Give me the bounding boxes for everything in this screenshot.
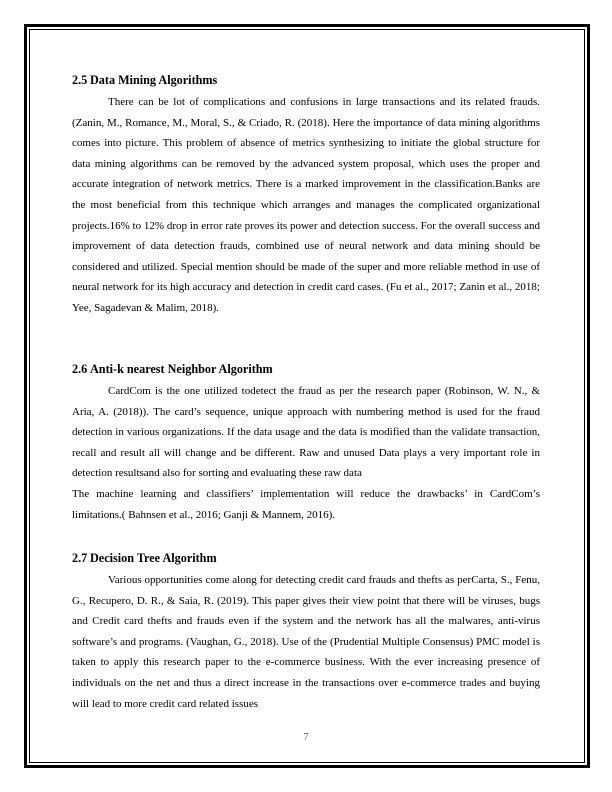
section-data-mining xyxy=(72,70,540,319)
section-number: 2.7 xyxy=(72,551,88,565)
section-decision-tree xyxy=(72,548,540,714)
paragraph: CardCom is the one utilized todetect the fraud as per the research paper (Robinson, W. N., & Aria, A. (2018)). The card’s sequence, unique approach with numbering method is used for the fraud detection in various organizations. If the data usage and the data is modified than the validate transaction, recall and result all will change and be different. Raw and unused Data plays a very important role in detection resultsand also for sorting and evaluating these raw data xyxy=(72,385,540,480)
section-title: Anti-k nearest Neighbor Algorithm xyxy=(90,362,273,376)
section-number: 2.5 xyxy=(72,73,88,87)
section-title: Decision Tree Algorithm xyxy=(90,551,217,565)
section-heading xyxy=(72,70,540,90)
paragraph: Various opportunities come along for detecting credit card frauds and thefts as perCarta, S., Fenu, G., Recupero, D. R., & Saia, R. (2019). This paper gives their view point that there will be viruses, bugs and Credit card thefts and frauds even if the system and the network has all the malwares, anti-virus software’s and programs. (Vaughan, G., 2018). Use of the (Prudential Multiple Consensus) PMC model is taken to apply this research paper to the e-commerce business. With the ever increasing presence of individuals on the net and thus a direct increase in the transactions over e-commerce trades and buying will lead to more credit card related issues xyxy=(72,574,540,710)
paragraph: There can be lot of complications and confusions in large transactions and its related frauds.(Zanin, M., Romance, M., Moral, S., & Criado, R. (2018). Here the importance of data mining algorithms comes into picture. This problem of absence of metrics synthesizing to initiate the global structure for data mining algorithms can be removed by the advanced system proposal, which uses the proper and accurate integration of network metrics. There is a marked improvement in the classification.Banks are the most beneficial from this technique which arranges and manages the complicated organizational projects.16% to 12% drop in error rate proves its power and detection success. For the overall success and improvement of data detection frauds, combined use of neural network and data mining should be considered and utilized. Special mention should be made of the super and more reliable method in use of neural network for its high accuracy and detection in credit card cases. (Fu et al., 2017; Zanin et al., 2018; Yee, Sagadevan & Malim, 2018). xyxy=(72,96,540,314)
section-anti-knn xyxy=(72,359,540,525)
section-heading xyxy=(72,359,540,379)
section-title: Data Mining Algorithms xyxy=(90,73,218,87)
page-number: 7 xyxy=(303,732,309,743)
section-heading xyxy=(72,548,540,568)
section-number: 2.6 xyxy=(72,362,88,376)
paragraph: The machine learning and classifiers’ implementation will reduce the drawbacks’ in CardCom’s limitations.( Bahnsen et al., 2016; Ganji & Mannem, 2016). xyxy=(72,487,540,521)
